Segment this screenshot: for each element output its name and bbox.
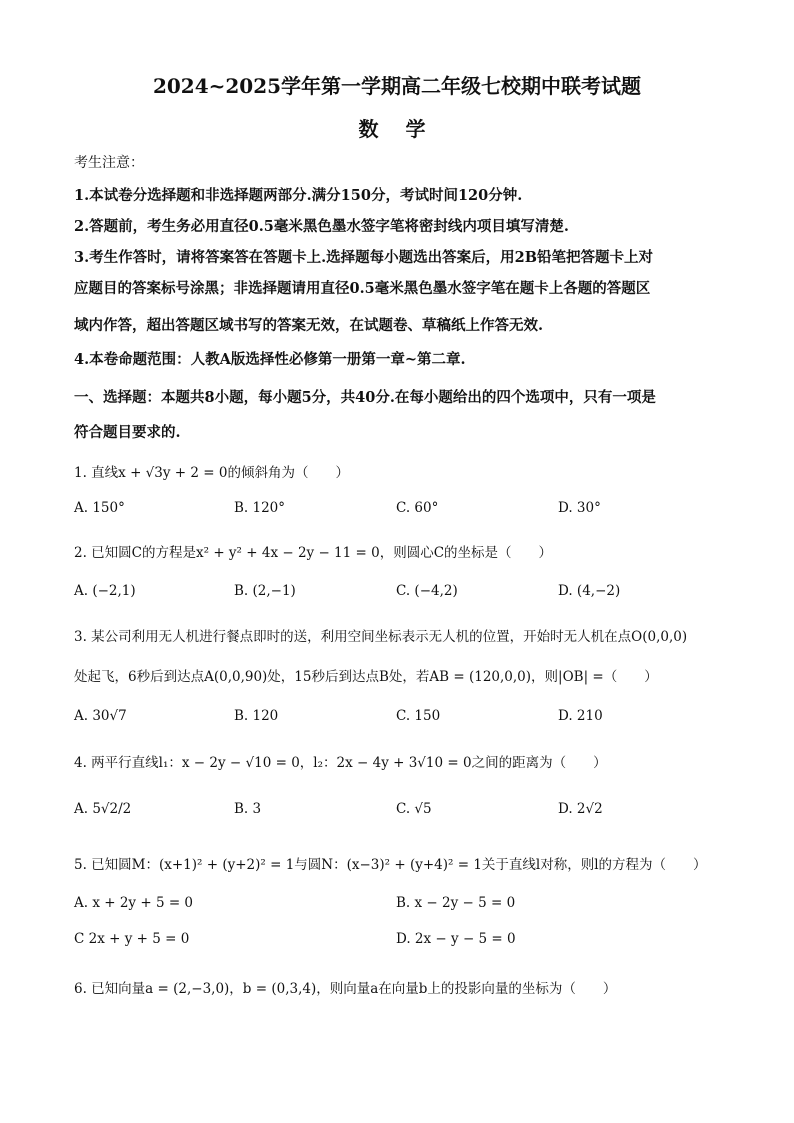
question-1-option-d: D. 30°: [558, 500, 601, 516]
question-5-stem: 5. 已知圆M：(x+1)² + (y+2)² = 1与圆N：(x−3)² + (y+4)² = 1关于直线l对称，则l的方程为（ ）: [74, 857, 707, 873]
notice-line-3: 3.考生作答时，请将答案答在答题卡上.选择题每小题选出答案后，用2B铅笔把答题卡上对: [74, 249, 654, 266]
question-1-option-b: B. 120°: [234, 500, 286, 516]
question-2-option-b: B. (2,−1): [234, 583, 296, 599]
question-2-option-a: A. (−2,1): [74, 583, 136, 599]
question-4-option-c: C. √5: [396, 801, 432, 817]
question-4-option-b: B. 3: [234, 801, 262, 817]
question-1-stem: 1. 直线x + √3y + 2 = 0的倾斜角为（ ）: [74, 465, 349, 481]
section-heading-line-2: 符合题目要求的.: [74, 424, 181, 441]
question-4-option-a: A. 5√2/2: [74, 801, 132, 817]
question-3-option-a: A. 30√7: [74, 708, 127, 724]
question-2-option-d: D. (4,−2): [558, 583, 621, 599]
question-4-stem: 4. 两平行直线l₁：x − 2y − √10 = 0，l₂：2x − 4y + 3√10 = 0之间的距离为（ ）: [74, 755, 607, 771]
question-5-option-a: A. x + 2y + 5 = 0: [74, 895, 194, 911]
question-3-stem-line-1: 3. 某公司利用无人机进行餐点即时的送，利用空间坐标表示无人机的位置，开始时无人机在点O(0,0,0): [74, 629, 688, 645]
question-4-option-d: D. 2√2: [558, 801, 603, 817]
notice-line-4: 应题目的答案标号涂黑；非选择题请用直径0.5毫米黑色墨水签字笔在题卡上各题的答题区: [74, 280, 651, 297]
question-1-option-a: A. 150°: [74, 500, 125, 516]
question-2-option-c: C. (−4,2): [396, 583, 458, 599]
question-2-stem: 2. 已知圆C的方程是x² + y² + 4x − 2y − 11 = 0，则圆心C的坐标是（ ）: [74, 545, 553, 561]
notice-line-6: 4.本卷命题范围：人教A版选择性必修第一册第一章~第二章.: [74, 351, 466, 368]
question-1-option-c: C. 60°: [396, 500, 439, 516]
notice-line-2: 2.答题前，考生务必用直径0.5毫米黑色墨水签字笔将密封线内项目填写清楚.: [74, 218, 569, 235]
question-5-option-c: C 2x + y + 5 = 0: [74, 931, 190, 947]
notice-line-1: 1.本试卷分选择题和非选择题两部分.满分150分，考试时间120分钟.: [74, 187, 523, 204]
notice-line-5: 域内作答，超出答题区域书写的答案无效，在试题卷、草稿纸上作答无效.: [74, 317, 544, 334]
question-3-stem-line-2: 处起飞，6秒后到达点A(0,0,90)处，15秒后到达点B处，若AB = (120,0,0)，则|OB| =（ ）: [74, 669, 658, 685]
subject-title: 数 学: [358, 117, 436, 141]
question-3-option-d: D. 210: [558, 708, 603, 724]
question-3-option-b: B. 120: [234, 708, 279, 724]
section-heading-line-1: 一、选择题：本题共8小题，每小题5分，共40分.在每小题给出的四个选项中，只有一项是: [74, 389, 656, 406]
question-6-stem: 6. 已知向量a = (2,−3,0)，b = (0,3,4)，则向量a在向量b上的投影向量的坐标为（ ）: [74, 981, 617, 997]
question-3-option-c: C. 150: [396, 708, 441, 724]
exam-title: 2024~2025学年第一学期高二年级七校期中联考试题: [152, 74, 642, 98]
question-5-option-b: B. x − 2y − 5 = 0: [396, 895, 516, 911]
notice-heading: 考生注意：: [74, 155, 144, 171]
question-5-option-d: D. 2x − y − 5 = 0: [396, 931, 516, 947]
